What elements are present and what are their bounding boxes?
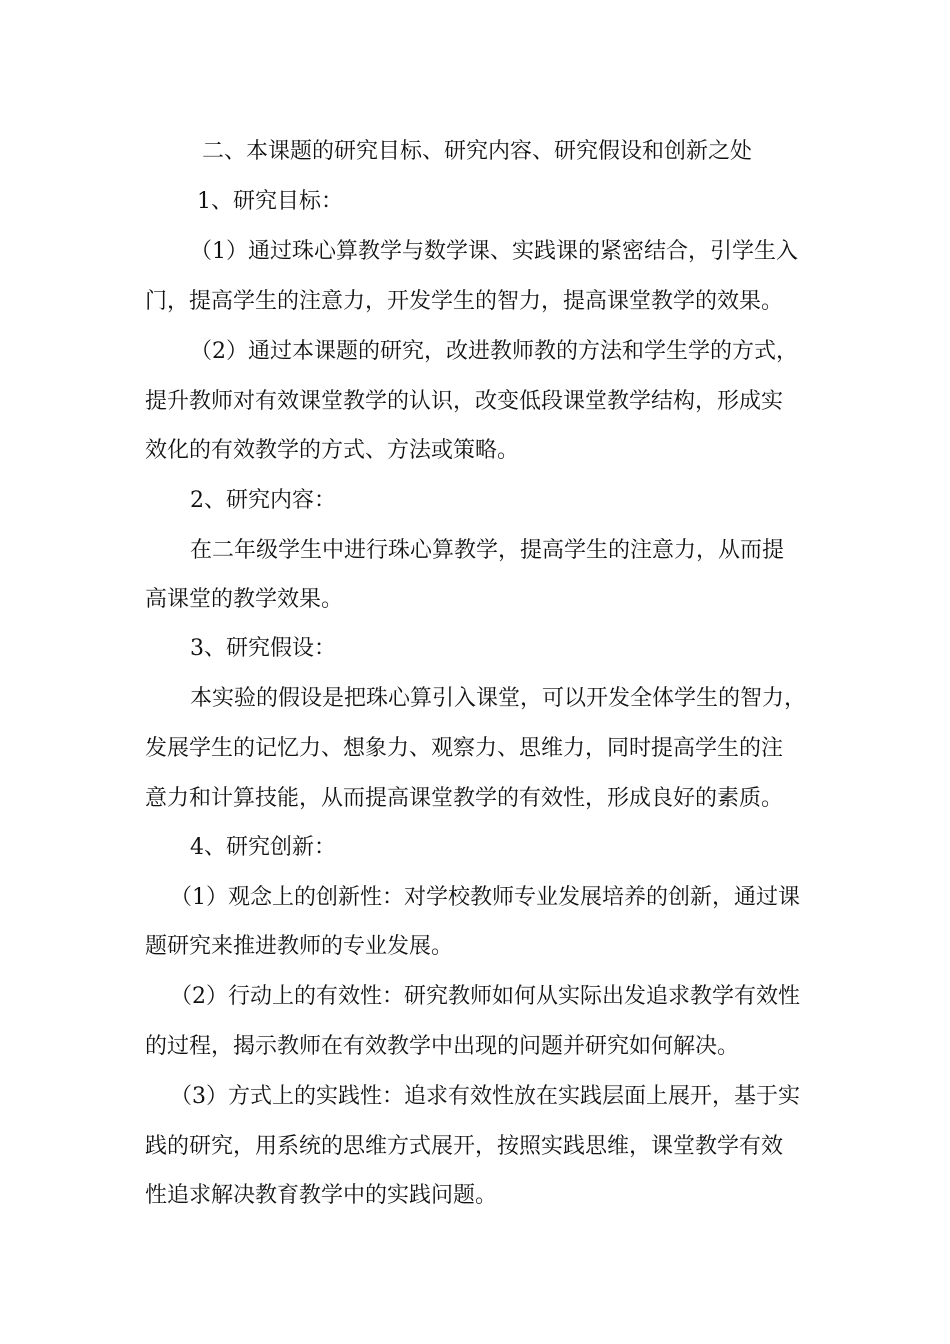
section-1-item-2-line-1: （2）通过本课题的研究，改进教师教的方法和学生学的方式， [190,339,798,364]
section-3-line-2: 发展学生的记忆力、想象力、观察力、思维力，同时提高学生的注 [145,736,784,761]
section-1-title: 1、研究目标： [197,189,343,214]
section-3-line-3: 意力和计算技能，从而提高课堂教学的有效性，形成良好的素质。 [145,786,784,811]
section-1-item-2-line-2: 提升教师对有效课堂教学的认识，改变低段课堂教学结构，形成实 [145,389,784,414]
section-2-title: 2、研究内容： [190,488,336,513]
section-1-item-1-line-2: 门，提高学生的注意力，开发学生的智力，提高课堂教学的效果。 [145,289,784,314]
section-4-item-1-line-1: （1）观念上的创新性：对学校教师专业发展培养的创新，通过课 [170,885,800,910]
section-1-item-1-line-1: （1）通过珠心算教学与数学课、实践课的紧密结合，引学生入 [190,239,798,264]
section-2-line-1: 在二年级学生中进行珠心算教学，提高学生的注意力，从而提 [190,538,785,563]
section-4-item-3-line-2: 践的研究，用系统的思维方式展开，按照实践思维，课堂教学有效 [145,1134,784,1159]
section-4-item-2-line-2: 的过程，揭示教师在有效教学中出现的问题并研究如何解决。 [145,1034,740,1059]
section-4-item-3-line-3: 性追求解决教育教学中的实践问题。 [145,1183,498,1208]
document-heading: 二、本课题的研究目标、研究内容、研究假设和创新之处 [202,139,753,164]
section-1-item-2-line-3: 效化的有效教学的方式、方法或策略。 [145,438,520,463]
section-4-title: 4、研究创新： [190,835,336,860]
section-3-title: 3、研究假设： [190,636,336,661]
section-4-item-3-line-1: （3）方式上的实践性：追求有效性放在实践层面上展开，基于实 [170,1084,800,1109]
section-2-line-2: 高课堂的教学效果。 [145,587,344,612]
section-3-line-1: 本实验的假设是把珠心算引入课堂，可以开发全体学生的智力， [190,686,807,711]
section-4-item-1-line-2: 题研究来推进教师的专业发展。 [145,934,454,959]
section-4-item-2-line-1: （2）行动上的有效性：研究教师如何从实际出发追求教学有效性 [170,984,800,1009]
